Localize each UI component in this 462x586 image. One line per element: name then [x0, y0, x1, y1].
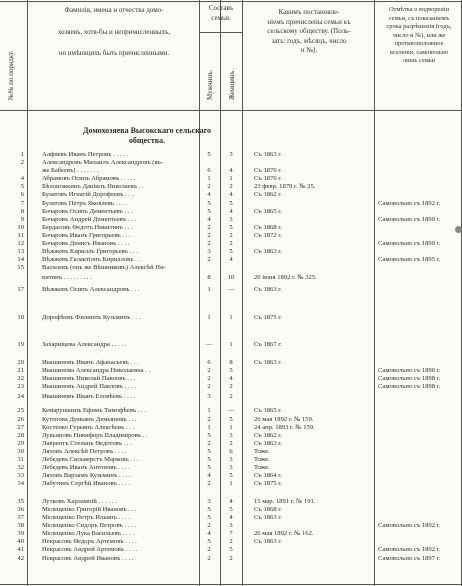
- row-women: 4: [229, 375, 233, 382]
- row-men: 4: [207, 216, 211, 223]
- row-name: Булатовъ Петръ Яковлевъ . . . .: [42, 200, 128, 207]
- row-number: 12: [17, 240, 24, 247]
- row-women: 8: [229, 359, 233, 366]
- header-name-line: хозяевъ, хотя-бы и непричисленныхъ,: [57, 27, 171, 36]
- row-women: 4: [229, 191, 233, 198]
- row-name: Бѣлоножкинъ Даніилъ Николаевъ . .: [42, 183, 144, 190]
- row-name: Ивашиновъ Иванъ Афанасьевъ . . .: [42, 359, 139, 366]
- row-men: 2: [207, 480, 211, 487]
- header-name-line: Фамилія, имена и отчества домо-: [64, 6, 164, 14]
- row-men: 1: [207, 314, 211, 321]
- row-women: 2: [229, 383, 233, 390]
- row-number: 2: [20, 159, 24, 166]
- row-name: Булатовъ Игнатій Дорофеевъ . . .: [42, 191, 134, 198]
- row-note: Самовольно съ 1890 г.: [378, 367, 441, 374]
- row-name: Василевъ (онъ же Вѣшниковъ) Алексѣй Ни-: [42, 264, 166, 271]
- row-men: 5: [207, 464, 211, 471]
- row-women: 4: [229, 167, 233, 174]
- row-women: 3: [229, 216, 233, 223]
- row-name: Лебедевъ Иванъ Антоновъ . . . .: [42, 464, 130, 471]
- row-men: 3: [207, 393, 211, 400]
- row-men: 4: [207, 530, 211, 537]
- row-name: Ивашиновъ Андрей Павловъ . . . .: [42, 383, 137, 390]
- section-title-line: общества.: [128, 136, 166, 145]
- row-number: 42: [17, 555, 24, 562]
- row-name: Мелещенко Григорій Ивановъ . . .: [42, 506, 137, 513]
- row-note: Самовольно съ 1897 г.: [378, 555, 441, 562]
- table-row: [0, 263, 462, 273]
- row-name: Абрамовъ Осипъ Абрамовъ . . . . .: [42, 175, 136, 182]
- row-date: Съ 1872 г.: [254, 232, 282, 239]
- row-number: 20: [17, 359, 24, 366]
- row-number: 17: [17, 286, 24, 293]
- row-number: 5: [20, 183, 24, 190]
- row-name: Мелещенко Лука Васильевъ . . . .: [42, 530, 135, 537]
- row-men: 5: [207, 448, 211, 455]
- row-name: Лабутинъ Сергѣй Ивановъ . . . .: [42, 480, 131, 487]
- row-name: Лебедевъ Сильверстъ Марковъ . . .: [42, 456, 139, 463]
- row-women: 2: [229, 240, 233, 247]
- row-date: Тоже.: [254, 448, 270, 455]
- header-name: [30, 6, 198, 59]
- row-number: 36: [17, 506, 24, 513]
- row-name: Ляховъ Алексѣй Петровъ . . . .: [42, 448, 127, 455]
- row-name: Бочаровъ Андрей Дементьевъ . . .: [42, 216, 136, 223]
- row-women: 1: [229, 424, 233, 431]
- row-date: Съ 1863 г.: [254, 286, 282, 293]
- row-name: Некрасовъ Ѳедоръ Артемовъ . . . .: [42, 538, 137, 545]
- row-women: 5: [229, 200, 233, 207]
- row-men: 2: [207, 375, 211, 382]
- row-name: же Бабеевъ) . . . . . . .: [42, 167, 99, 174]
- row-note: Самовольно съ 1898 г.: [378, 383, 441, 390]
- row-men: 2: [207, 416, 211, 423]
- row-name: Бочаровъ Осипъ Дементьевъ . . .: [42, 208, 133, 215]
- row-men: 2: [207, 522, 211, 529]
- row-name: Вѣжжевъ Кириллъ Григорьевъ . . .: [42, 248, 138, 255]
- row-date: Съ 1863 г.: [254, 359, 282, 366]
- page-edge-mark: [455, 226, 462, 233]
- row-men: 5: [207, 538, 211, 545]
- row-men: 5: [207, 151, 211, 158]
- row-men: —: [205, 341, 213, 348]
- row-name: Костенко Гурьянъ Алексѣевъ . . .: [42, 424, 135, 431]
- header-date-line: сельскому обществу. (Поль-: [267, 27, 351, 35]
- row-date: Съ 1863 г.: [254, 248, 282, 255]
- section-title: [42, 126, 252, 146]
- row-men: 3: [207, 248, 211, 255]
- row-date: Съ 1876 г.: [254, 175, 282, 182]
- row-women: 4: [229, 514, 233, 521]
- row-women: 5: [229, 367, 233, 374]
- row-women: 3: [229, 456, 233, 463]
- row-women: 3: [229, 151, 233, 158]
- row-date: 26 мая 1892 г. № 162.: [254, 530, 314, 537]
- row-women: 1: [229, 314, 233, 321]
- table-row: [0, 392, 462, 402]
- row-name: Некрасовъ Андрей Артемовъ . . . .: [42, 546, 138, 553]
- row-note: Самовольно съ 1892 г.: [378, 546, 441, 553]
- row-number: 4: [20, 175, 24, 182]
- row-number: 40: [17, 538, 24, 545]
- row-men: 6: [207, 167, 211, 174]
- row-number: 6: [20, 191, 24, 198]
- row-women: —: [227, 286, 235, 293]
- table-row: [0, 479, 462, 489]
- header-date-line: зать: годъ, мѣсяцъ, число: [271, 36, 347, 45]
- header-date: [244, 8, 374, 56]
- row-men: 1: [207, 424, 211, 431]
- row-women: 3: [229, 464, 233, 471]
- row-number: 33: [17, 472, 24, 479]
- row-men: 5: [207, 208, 211, 215]
- row-men: 2: [207, 224, 211, 231]
- row-women: 2: [229, 183, 233, 190]
- row-name: Бердасовъ Ѳедотъ Никитинъ . . .: [42, 224, 133, 231]
- row-women: 1: [229, 480, 233, 487]
- row-date: Съ 1865 г.: [254, 208, 282, 215]
- row-women: 5: [229, 224, 233, 231]
- row-name: Дорофѣевъ Филиппъ Кузьминъ . . .: [42, 314, 141, 321]
- row-name: Захарищева Александра . . . . .: [42, 341, 127, 348]
- row-women: 5: [229, 416, 233, 423]
- header-date-line: ніемъ причислены семьи къ: [267, 17, 351, 26]
- row-name: Кемарушкинъ Ефимъ Тимофѣевъ . . .: [42, 407, 146, 414]
- row-women: 2: [229, 538, 233, 545]
- row-men: 2: [207, 555, 211, 562]
- row-date: Тоже.: [254, 456, 270, 463]
- table-row: [0, 313, 462, 323]
- row-number: 27: [17, 424, 24, 431]
- header-family: Составъ семьи.: [200, 4, 242, 33]
- row-number: 18: [17, 314, 24, 321]
- header-women: Женщинъ.: [228, 68, 236, 100]
- row-date: Съ 1875 г.: [254, 314, 282, 321]
- row-date: Съ 1863 г.: [254, 538, 282, 545]
- row-date: Съ 1862 г.: [254, 432, 282, 439]
- row-note: Самовольно съ 1892 г.: [378, 200, 441, 207]
- row-number: 13: [17, 248, 24, 255]
- row-women: 2: [229, 232, 233, 239]
- row-number: 7: [20, 200, 24, 207]
- row-date: 20 іюня 1892 г. № 325.: [254, 274, 317, 281]
- row-name: Вѣжжевъ Осипъ Александровъ . . .: [42, 286, 140, 293]
- row-name: Ивашиновъ Иванъ Еловѣевъ . . . .: [42, 393, 136, 400]
- row-date: Съ 1875 г.: [254, 480, 282, 487]
- header-note-line: Отмѣтка о водвореніи: [388, 6, 449, 13]
- row-men: 5: [207, 514, 211, 521]
- row-number: 41: [17, 546, 24, 553]
- header-note-line: противоположное: [394, 40, 444, 47]
- row-women: 6: [229, 448, 233, 455]
- row-men: 5: [207, 456, 211, 463]
- row-men: 4: [207, 191, 211, 198]
- row-men: 1: [207, 407, 211, 414]
- row-number: 22: [17, 375, 24, 382]
- row-date: 23 февр. 1879 г. № 25.: [254, 183, 316, 190]
- row-number: 37: [17, 514, 24, 521]
- table-row: [0, 554, 462, 564]
- row-number: 15: [17, 264, 24, 271]
- row-date: Съ 1868 г.: [254, 506, 282, 513]
- header-date-line: Какимъ постановле-: [278, 8, 340, 16]
- row-number: 38: [17, 522, 24, 529]
- row-women: 4: [229, 256, 233, 263]
- row-name: Ивашиновъ Николай Павловъ . . .: [42, 375, 136, 382]
- row-number: 29: [17, 440, 24, 447]
- row-women: 3: [229, 432, 233, 439]
- row-name: Мелещенко Петръ Ильинъ . . . .: [42, 514, 130, 521]
- row-women: 2: [229, 555, 233, 562]
- row-men: 2: [207, 240, 211, 247]
- row-women: —: [227, 407, 235, 414]
- row-name: Вѣжжевъ Галактіонъ Кирилловъ . .: [42, 256, 141, 263]
- row-date: Съ 1864 г.: [254, 472, 282, 479]
- header-note-line: число и №), или же: [392, 31, 446, 39]
- row-men: 2: [207, 546, 211, 553]
- row-men: 1: [207, 175, 211, 182]
- header-note-line: срока разрѣшенія (годъ,: [386, 23, 452, 30]
- header-note-line: семьи, съ показаніемъ: [388, 14, 450, 22]
- row-women: 10: [227, 274, 235, 281]
- row-note: Самовольно съ 1890 г.: [378, 216, 441, 223]
- section-title-line: Домохозяева Высокскаго сельскаго: [82, 126, 211, 135]
- header-note-line: лишь семьи: [402, 57, 436, 64]
- row-men: 2: [207, 383, 211, 390]
- row-date: 26 мая 1892 г. № 159.: [254, 416, 314, 423]
- row-number: 32: [17, 464, 24, 471]
- row-number: 34: [17, 480, 24, 487]
- row-women: 5: [229, 506, 233, 513]
- header-name-line: но имѣющихъ быть причисленными.: [58, 49, 170, 57]
- row-women: 2: [229, 440, 233, 447]
- row-women: 3: [229, 522, 233, 529]
- row-women: 1: [229, 175, 233, 182]
- row-name: Мелещенко Сидоръ Петровъ . . . .: [42, 522, 136, 529]
- header-men: Мужчинъ.: [206, 69, 214, 100]
- row-date: Съ 1868 г.: [254, 224, 282, 231]
- row-men: 6: [207, 359, 211, 366]
- row-date: 15 мар. 1891 г. № 191.: [254, 498, 316, 505]
- header-number: №№ по порядку.: [7, 50, 15, 100]
- row-name: Некрасовъ Андрей Ивановъ . . . .: [42, 555, 134, 562]
- row-date: Тоже.: [254, 464, 270, 471]
- row-number: 35: [17, 498, 24, 505]
- row-number: 10: [17, 224, 24, 231]
- row-number: 24: [17, 393, 24, 400]
- row-note: Самовольно съ 1898 г.: [378, 375, 441, 382]
- row-name: Алфѳевъ Иванъ Петровъ . . . . .: [42, 151, 128, 158]
- row-men: 5: [207, 506, 211, 513]
- row-men: 2: [207, 367, 211, 374]
- row-date: Съ 1862 г.: [254, 191, 282, 198]
- table-row: [0, 340, 462, 350]
- row-men: 5: [207, 432, 211, 439]
- row-women: 5: [229, 472, 233, 479]
- row-women: 5: [229, 546, 233, 553]
- row-name: китинъ . . . . . . . . .: [42, 274, 92, 281]
- row-date: Съ 1876 г.: [254, 167, 282, 174]
- row-name: Ляховъ Варламъ Кузьминъ . . . .: [42, 472, 131, 479]
- row-number: 39: [17, 530, 24, 537]
- row-date: Съ 1863 г.: [254, 440, 282, 447]
- table-row: [0, 382, 462, 392]
- row-date: Съ 1863 г.: [254, 151, 282, 158]
- header-top-rule: [0, 1, 462, 2]
- row-number: 28: [17, 432, 24, 439]
- row-number: 23: [17, 383, 24, 390]
- row-men: 2: [207, 183, 211, 190]
- row-number: 1: [20, 151, 24, 158]
- row-women: 2: [229, 393, 233, 400]
- row-women: 7: [229, 530, 233, 537]
- row-note: Самовольно съ 1895 г.: [378, 256, 441, 263]
- row-note: Самовольно съ 1892 г.: [378, 522, 441, 529]
- row-number: 21: [17, 367, 24, 374]
- row-date: Съ 1867 г.: [254, 341, 282, 348]
- row-name: Ивашинова Александра Николаевна . .: [42, 367, 151, 374]
- row-number: 14: [17, 256, 24, 263]
- row-number: 9: [20, 216, 24, 223]
- row-name: Кутепова Демьянъ Демьяновъ . . .: [42, 416, 137, 423]
- row-name: Бочаровъ Иванъ Григорьевъ . . .: [42, 232, 131, 239]
- row-number: 8: [20, 208, 24, 215]
- row-women: 4: [229, 498, 233, 505]
- header-note-line: вселеніи, самовольно: [389, 48, 449, 56]
- row-date: Съ 1865 г.: [254, 407, 282, 414]
- row-number: 30: [17, 448, 24, 455]
- row-men: 1: [207, 286, 211, 293]
- row-number: 11: [17, 232, 24, 239]
- row-number: 25: [17, 407, 24, 414]
- row-name: Александровъ Михаилъ Александровъ (въ-: [42, 159, 164, 166]
- row-women: 5: [229, 248, 233, 255]
- row-men: 5: [207, 200, 211, 207]
- row-number: 26: [17, 416, 24, 423]
- row-number: 31: [17, 456, 24, 463]
- row-note: Самовольно съ 1890 г.: [378, 240, 441, 247]
- row-men: 2: [207, 256, 211, 263]
- table-row: [0, 273, 462, 283]
- row-number: 19: [17, 341, 24, 348]
- header-bottom-rule: [0, 110, 462, 111]
- row-men: 3: [207, 498, 211, 505]
- row-women: 4: [229, 208, 233, 215]
- row-men: 8: [207, 274, 211, 281]
- footer-rule: [0, 584, 462, 585]
- header-date-line: и №).: [300, 46, 318, 54]
- row-date: 24 апр. 1893 г. № 159.: [254, 424, 315, 431]
- row-name: Бочаровъ Денисъ Ивановъ . . . .: [42, 240, 130, 247]
- row-name: Лукьяновъ Никифоръ Владиміровъ . .: [42, 432, 148, 439]
- row-name: Лутковъ Харлампій . . . . . .: [42, 498, 117, 505]
- row-men: 4: [207, 472, 211, 479]
- row-women: 1: [229, 341, 233, 348]
- row-name: Лаврентъ Степанъ Ѳедотовъ . . .: [42, 440, 132, 447]
- row-date: Съ 1863 г.: [254, 514, 282, 521]
- row-men: 2: [207, 440, 211, 447]
- table-row: [0, 285, 462, 295]
- header-note: [376, 6, 462, 66]
- row-men: 2: [207, 232, 211, 239]
